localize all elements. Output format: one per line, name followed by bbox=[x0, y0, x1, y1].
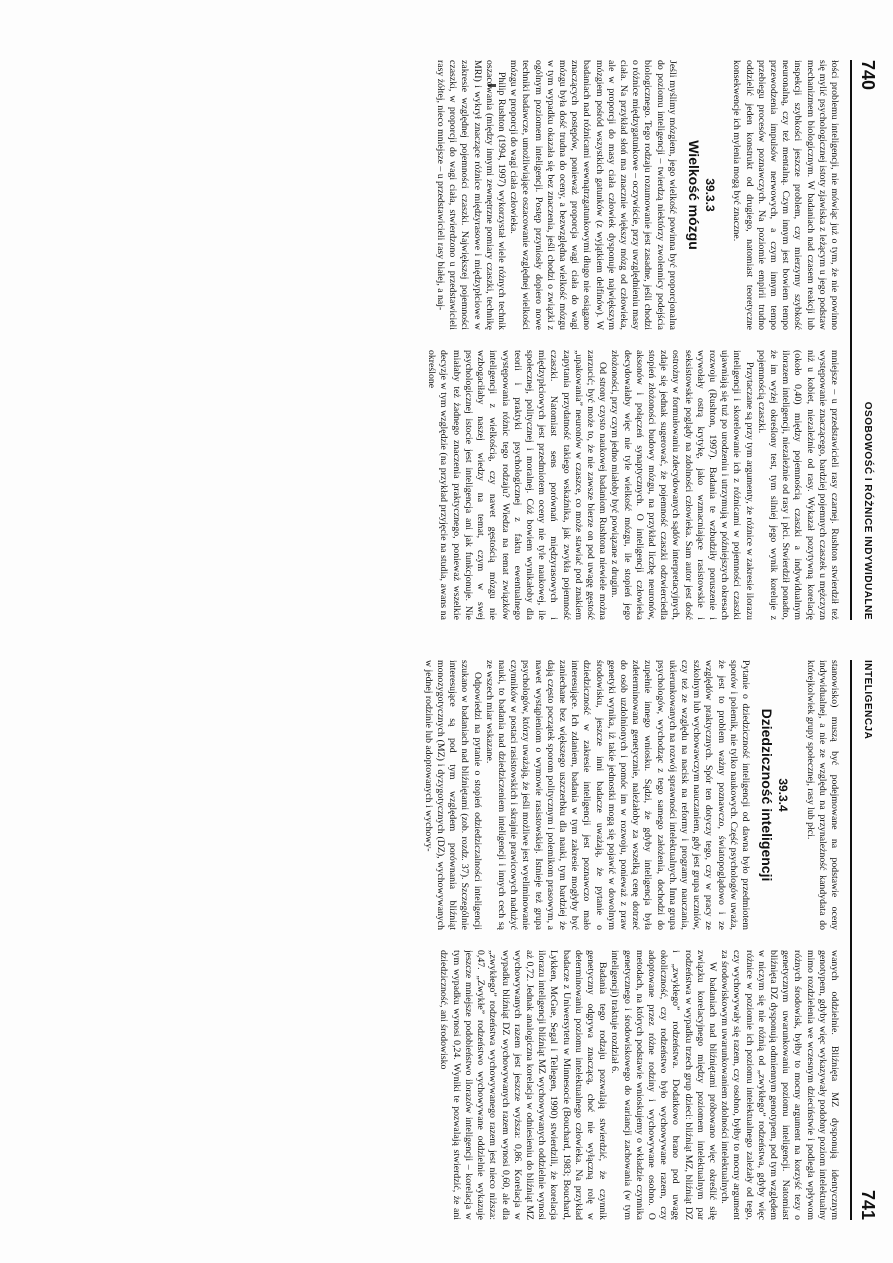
book-spread bbox=[0, 60, 880, 1220]
paragraph: Jeśli myślimy mózgiem, jego wielkość powinna być proporcjonalna do poziomu inteligencji – twierdzą niektórzy zwolennicy podejścia biologicznego. Tego rodzaju rozumowanie jest zasadne, jeśli chodzi o różnice międzygatunkowe – oczywiście, przy uwzględnieniu masy ciała. Na przykład słoń ma znacznie większy mózg od człowieka, ale w proporcji do masy ciała człowiek dysponuje największym mózgiem pośród wszystkich gatunków (z wyjątkiem delfinów). W badaniach nad różnicami wewnątrzgatunkowymi długo nie osiągano znaczących postępów, ponieważ proporcja wagi ciała do wagi mózgu była dość trudna do oceny, a bezwzględna wielkość mózgu w tym wypadku okazała się bez znaczenia, jeśli chodzi o związki z ogólnym poziomem inteligencji. Postęp przyniosły dopiero nowe techniki badawcze, umożliwiające oszacowanie względnej wielkości mózgu w proporcji do wagi ciała człowieka. bbox=[508, 60, 678, 330]
right-page-column-1 bbox=[0, 660, 840, 930]
paragraph: W badaniach nad bliźniętami próbowano więc określić siłę związku korelacyjnego między poziomem intelektualnym par rodzeństwa w wypadku trzech grup dzieci: bliźniąt MZ, bliźniąt DZ i „zwykłego” rodzeństwa. Dodatkowo brano pod uwagę okoliczność, czy rodzeństwo było wychowywane razem, czy adoptowane przez różne rodziny i wychowywane osobno. O metodach, na których podstawie wnioskujemy o wkładzie czynnika genetycznego i środowiskowego do wariancji zachowania (w tym inteligencji) traktuje rozdział 6. bbox=[609, 950, 718, 1220]
section-number: 39.3.4 bbox=[776, 778, 791, 812]
paragraph: stanowisko) muszą być podejmowane na podstawie oceny indywidualnej, a nie ze względu na przynależność kandydata do którejkolwiek grupy społecznej, rasy lub płci. bbox=[804, 660, 840, 930]
right-page bbox=[0, 660, 880, 1220]
left-page-header bbox=[850, 60, 880, 620]
paragraph: Philip Rushton (1994, 1997) wykorzystał wiele różnych technik oszacowania (między innymi zewnętrzne pomiary czaszki, technikę MRI) i wykrył znaczące różnice międzyrasowe i międzypłciowe w zakresie względnej pojemności czaszki. Największej pojemności czaszki, w proporcji do wagi ciała, stwierdzono u przedstawicieli rasy żółtej, nieco mniejsze – u przedstawicieli rasy białej, a naj- bbox=[434, 60, 507, 330]
section-title: Wielkość mózgu bbox=[685, 140, 702, 250]
paragraph: łości problemu inteligencji, nie mówiąc już o tym, że nie powinno się mylić psychologicznej istoty zjawiska z leżącym u jego podstaw mechanizmem biologicznym. W badaniach nad czasem reakcji lub inspekcji szybkości jeszcze problem, czy mierzymy szybkość neuronalną, czy też mentalną. Czym innym jest bowiem tempo przewodzenia impulsów nerwowych, a czym innym tempo przebiegu procesów poznawczych. Na poziomie empirii trudno oddzielić jeden konstrukt od drugiego, natomiast teoretyczne konsekwencje ich mylenia mogą być znaczne. bbox=[731, 60, 840, 330]
left-page-number: 740 bbox=[858, 60, 878, 91]
paragraph: Badania tego rodzaju pozwalają stwierdzić, że czynnik genetyczny odgrywa znaczącą, choć nie wyłączną rolę w determinowaniu poziomu intelektualnego człowieka. Na przykład badacze z Uniwersytetu w Minnesocie (Bouchard, 1983; Bouchard, Lykken, McGue, Segal i Tellegen, 1990) stwierdzili, że korelacja ilorazu inteligencji bliźniąt MZ wychowywanych oddzielnie wynosi aż 0,72. Jednak analogiczna korelacja w odniesieniu do bliźniąt MZ wychowywanych razem jest jeszcze wyższa: 0,86. Korelacja w wypadku bliźniąt DZ wychowywanych razem wynosi 0,60, ale dla „zwykłego” rodzeństwa wychowywanego razem jest nieco niższa: 0,47. „Zwykłe” rodzeństwo wychowywane oddzielnie wykazuje jeszcze mniejsze podobieństwo ilorazów inteligencji – korelacja w tym wypadku wynosi 0,24. Wyniki te pozwalają stwierdzić, że ani dziedziczność, ani środowisko bbox=[438, 950, 609, 1220]
paragraph: mniejsze – u przedstawicieli rasy czarnej. Rushton stwierdził też występowanie znaczącego, bardziej pojemnych czaszek u mężczyzn niż u kobiet, niezależnie od rasy. Wykazał pozytywną korelację (około 0,40) między pojemnością czaszki a indywidualnym ilorazem inteligencji, niezależnie od rasy i płci. Stwierdził ponadto, że im wyżej określony test, tym silniej jego wynik koreluje z pojemnością czaszki. bbox=[755, 350, 840, 620]
right-running-head: INTELIGENCJA bbox=[862, 660, 873, 740]
paragraph: Pytanie o dziedziczność inteligencji od dawna było przedmiotem sporów i polemik, nie tylko naukowych. Część psychologów uważa, że jest to problem ważny poznawczo, światopoglądowo i ze względów praktycznych. Spór ten dotyczy tego, czy w pracy ze szkolnym lub wychowawczym nauczaniem, gdy jest grupa uczniów, czy też ze względu na nacisk na reformy i programy nauczania, ukierunkowanych na rozwój sprawności intelektualnych. Inna grupa psychologów, wychodząc z tego samego założenia, dochodzi do zupełnie innego wniosku. Sądzi, że gdyby inteligencja była zdeterminowana genetycznie, należałoby za wszelką cenę dotrzeć do osób uzdolnionych i pomóc im w rozwoju, ponieważ z praw genetyki wynika, iż takie jednostki mogą się pojawić w dowolnym środowisku, jeszcze inni badacze uważają, że pytanie o dziedziczność w zakresie inteligencji jest poznawczo mało interesujące. Ich zdaniem, badania w tym zakresie mogłyby być zaniechane bez większego uszczerbku dla nauki, tym bardziej że dają często początek sporom politycznym i polemikom prasowym, a nawet wystąpieniom o wymowie rasistowskiej. Istnieje też grupa psychologów, którzy uważają, że jeśli możliwe jest wyeliminowanie czynników w postaci rasistowskich i skrajnie prawicowych nadużyć nauki, to badania nad dziedziczeniem inteligencji i innych cech są ze wszech miar wskazane. bbox=[483, 660, 751, 930]
paragraph: wanych oddzielnie. Bliźnięta MZ dysponują identycznym genotypem, gdyby więc wykazywały podobny poziom intelektualny mimo rozdzielenia we wczesnym dzieciństwie i podległa wpływom różnych środowisk, byłby to mocny argument na korzyść tezy o genetycznym uwarunkowaniu poziomu inteligencji. Natomiast bliźnięta DZ dysponują odmiennym genotypem, pod tym względem w niczym się nie różnią od „zwykłego” rodzeństwa, gdyby więc różnice w poziomie ich poziomu intelektualnego zależały od tego, czy wychowywały się razem, czy osobno, byłby to mocny argument za środowiskowym uwarunkowaniem zdolności intelektualnych. bbox=[719, 950, 840, 1220]
left-running-head: OSOBOWOŚĆ I RÓŻNICE INDYWIDUALNE bbox=[862, 401, 873, 620]
paragraph: Od strony czysto naukowej badaniom Rushtona niewiele można zarzucić; być może to, że nie zawsze bierze on pod uwagę gęstość „upakowania” neuronów w czaszce, co może stawiać pod znakiem zapytania przydatność takiego wskaźnika, jak zwykła pojemność czaszki. Natomiast sens porównań międzyrasowych i międzypłciowych jest przedmiotem oceny nie tyle naukowej, ile społecznej, politycznej i moralnej. Cóż bowiem wynikałoby dla teorii i praktyki psychologicznej z faktu ewentualnego występowania różnic tego rodzaju? Wiedza na temat związków inteligencji z wielkością, czy nawet gęstością mózgu nie wzbogaciłaby naszej wiedzy na temat, czym w swej psychologicznej istocie jest inteligencja ani jak funkcjonuje. Nie miałaby też żadnego znaczenia praktycznego, ponieważ wszelkie decyzje w tym względzie (na przykład przyjęcie na studia, awans na określone bbox=[426, 350, 609, 620]
left-page-column-2 bbox=[0, 350, 840, 620]
right-page-number: 741 bbox=[858, 1189, 878, 1220]
section-title: Dziedziczność inteligencji bbox=[759, 708, 776, 882]
left-page bbox=[0, 60, 880, 620]
paragraph: Odpowiedzi na pytanie o stopień odziedziczalności inteligencji szukano w badaniach nad bliźniętami (zob. rozdz. 37). Szczególnie interesujące są pod tym względem porównania bliźniąt monozygotycznych (MZ) i dyzygotycznych (DZ), wychowywanych w jednej rodzinie lub adoptowanych i wychowy- bbox=[422, 660, 483, 930]
right-page-header bbox=[850, 660, 880, 1220]
rotated-content bbox=[0, 60, 880, 1220]
right-page-column-2 bbox=[0, 950, 840, 1220]
section-number: 39.3.3 bbox=[703, 178, 718, 212]
left-page-column-1 bbox=[0, 60, 840, 330]
paragraph: Przytaczane są przy tym argumenty, że różnice w zakresie ilorazu inteligencji i skorelowanie ich z różnicami w pojemności czaszki ujawniają się tuż po urodzeniu i utrzymują w późniejszych okresach rozwoju (Rushton, 1997). Badania te wzbudziły poruszenie i wywołały ostrą krytykę, jako wzmacniające rasistowskie i seksistowskie poglądy na zdolności człowieka. Sam autor jest dość ostrożny w formułowaniu zdecydowanych sądów interpretacyjnych, zdaje się jednak sugerować, że pojemność czaszki odzwierciedla stopień złożoności budowy mózgu, na przykład liczbę neuronów, aksonów i połączeń synaptycznych. O inteligencji człowieka decydowałaby więc nie tyle wielkość mózgu, ile stopień jego złożoności, przy czym jedno miałoby być powiązane z drugim. bbox=[609, 350, 755, 620]
